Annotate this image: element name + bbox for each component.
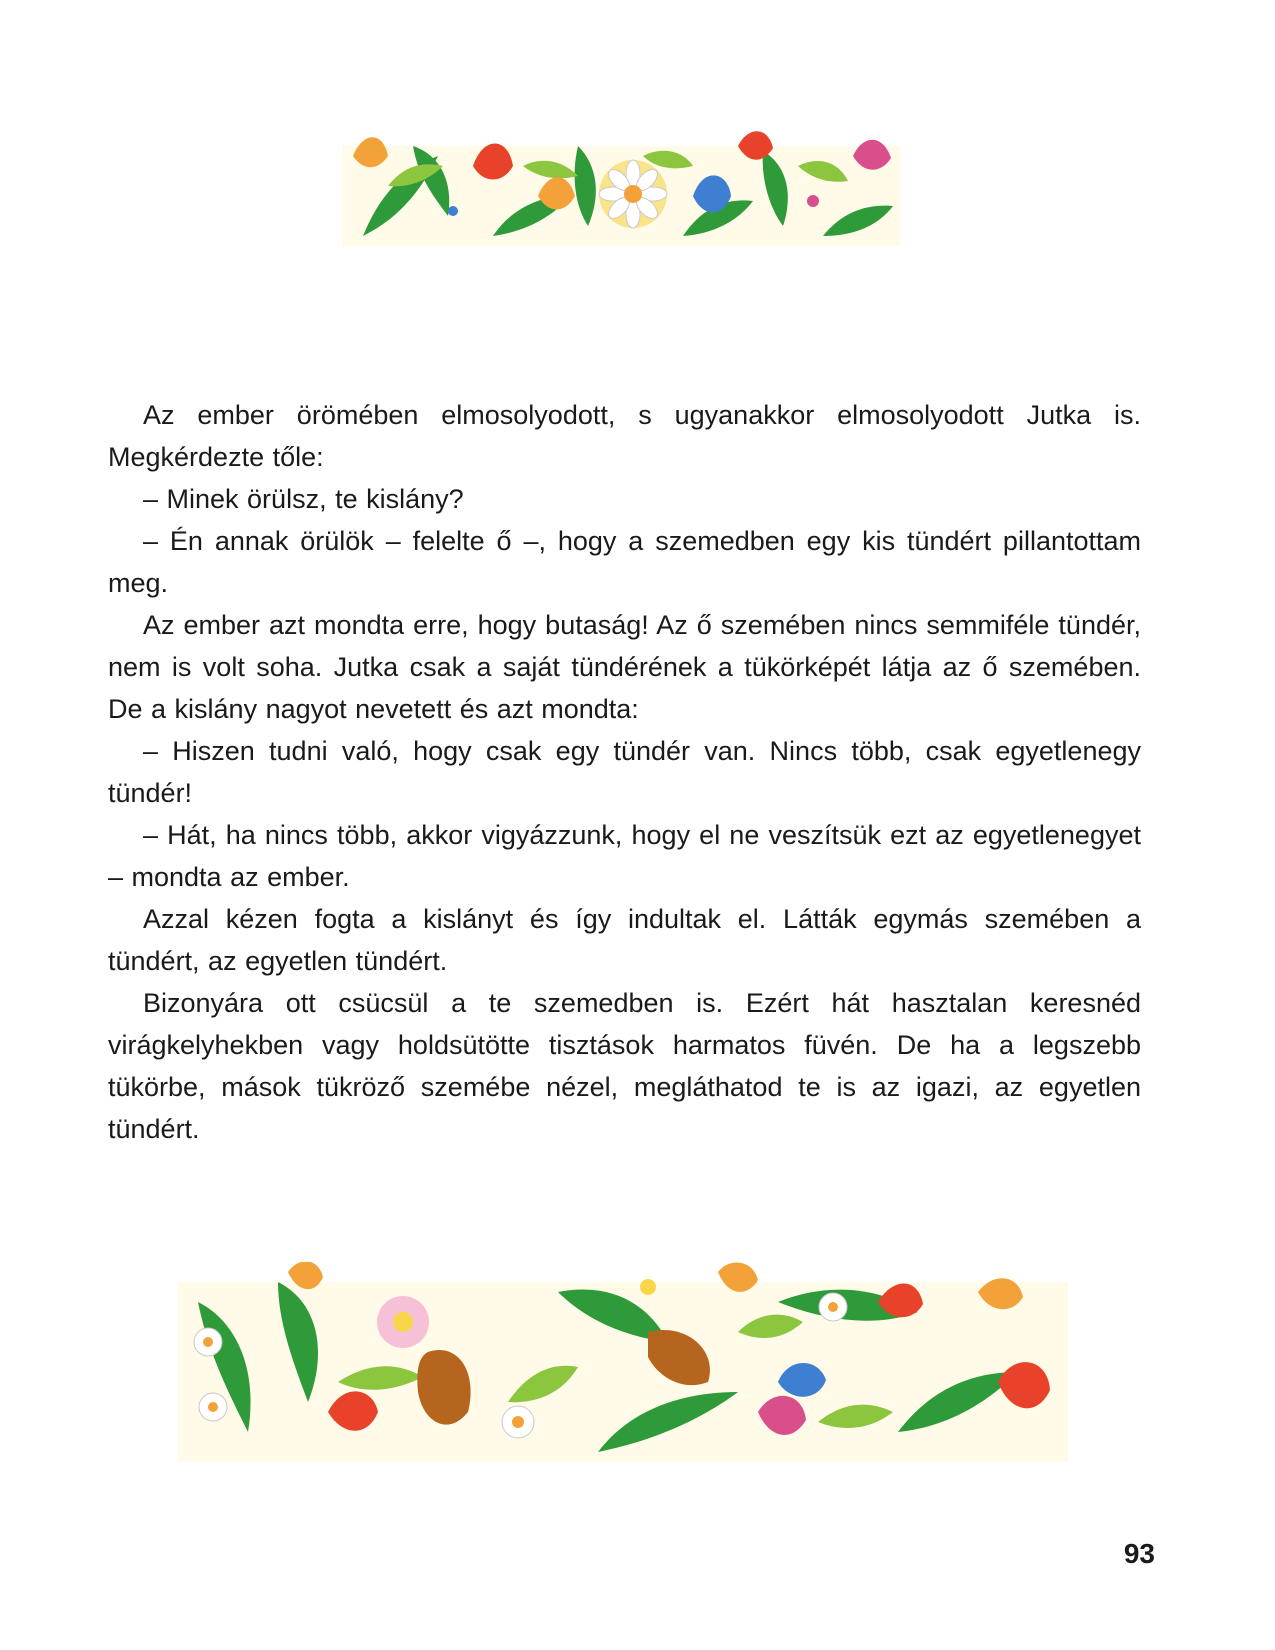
story-paragraph: – Minek örülsz, te kislány? — [143, 484, 464, 514]
story-paragraph: – Hát, ha nincs több, akkor vigyázzunk, hogy el ne veszítsük ezt az egyetlenegyet – mondta az ember. — [108, 820, 1141, 892]
story-paragraph: – Hiszen tudni való, hogy csak egy tündér van. Nincs több, csak egyetlenegy tündér! — [108, 736, 1141, 808]
floral-ornament-top — [343, 126, 901, 253]
story-paragraph: Bizonyára ott csücsül a te szemedben is. Ezért hát hasztalan keresnéd virágkelyhekben vagy holdsütötte tisztások harmatos füvén. De ha a legszebb tükörbe, mások tükröző szemébe nézel, megláthatod te is az igazi, az egyetlen tündért. — [108, 988, 1141, 1144]
floral-ornament-bottom — [178, 1262, 1068, 1462]
page-number: 93 — [1123, 1538, 1155, 1569]
story-paragraph: – Én annak örülök – felelte ő –, hogy a szemedben egy kis tündért pillantottam meg. — [108, 526, 1141, 598]
story-paragraph: Azzal kézen fogta a kislányt és így indultak el. Látták egymás szemében a tündért, az egyetlen tündért. — [108, 904, 1141, 976]
story-paragraph: Az ember azt mondta erre, hogy butaság! Az ő szemében nincs semmiféle tündér, nem is volt soha. Jutka csak a saját tündérének a tükörképét látja az ő szemében. De a kislány nagyot nevetett és azt mondta: — [108, 610, 1141, 724]
story-text — [108, 394, 1141, 1150]
story-paragraph: Az ember örömében elmosolyodott, s ugyanakkor elmosolyodott Jutka is. Megkérdezte tőle: — [108, 400, 1141, 472]
